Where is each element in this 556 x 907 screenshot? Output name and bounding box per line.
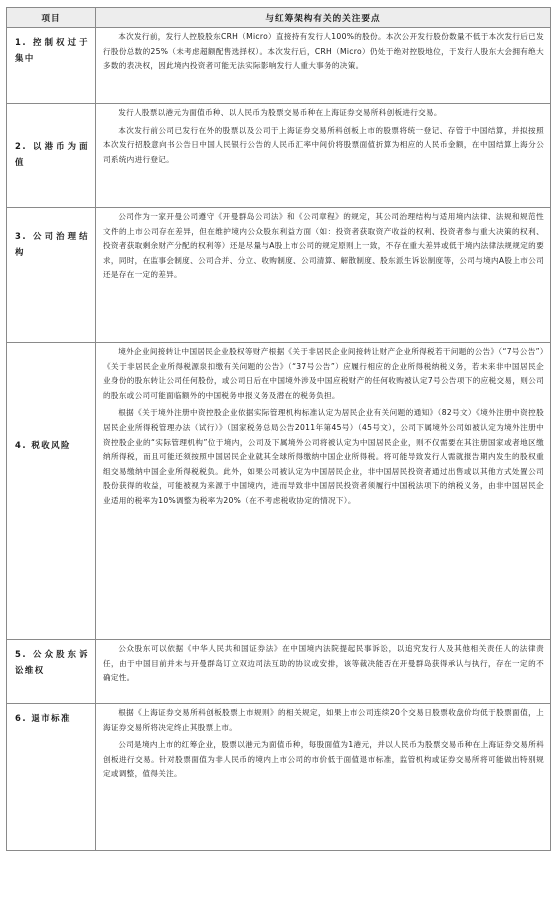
- row-label-delisting: 6. 退市标准: [7, 704, 96, 851]
- row-content-hkd-par: [96, 104, 551, 208]
- red-chip-risk-table: [6, 7, 551, 851]
- table-row: [7, 104, 551, 208]
- header-points: 与红筹架构有关的关注要点: [96, 8, 551, 28]
- header-item: 项目: [7, 8, 96, 28]
- row-label-tax: 4. 税收风险: [7, 343, 96, 640]
- paragraph: 发行人股票以港元为面值币种、以人民币为股票交易币种在上海证券交易所科创板进行交易。: [118, 108, 442, 117]
- row-label-litigation: 5. 公众股东诉讼维权: [7, 640, 96, 704]
- paragraph: 根据《关于境外注册中资控股企业依据实际管理机构标准认定为居民企业有关问题的通知》（82号文）《境外注册中资控股居民企业所得税管理办法（试行）》（国家税务总局公告2011年第45号）（45号文），公司下属境外公司如被认定为境外注册中资控股企业的“实际管理机构”位于境内，公司及下属境外公司将被认定为中国居民企业，则不仅需要在其注册国家或者地区缴纳所得税，而且可能还须按照中国居民企业就其全球所得缴纳中国企业所得税。将可能导致发行人需就报告期内发生的股权重组交易缴纳中国企业所得税税负。此外，如果公司被认定为中国居民企业，非中国居民投资者通过出售或以其他方式处置公司股份获得的收益，可能被视为来源于中国境内，进而导致非中国居民投资者须履行中国税法项下的纳税义务，由非中国居民企业适用的税率为10%调整为税率为20%（在不考虑税收协定的情况下）。: [103, 408, 544, 505]
- row-content-control: [96, 28, 551, 104]
- row-content-tax: [96, 343, 551, 640]
- paragraph: 本次发行前公司已发行在外的股票以及公司于上海证券交易所科创板上市的股票将统一登记、存管于中国结算，并拟按照本次发行招股意向书公告日中国人民银行公告的人民币汇率中间价将股票面值折算为相应的人民币金额，在中国结算上海分公司系统内进行登记。: [103, 125, 544, 164]
- paragraph: 公众股东可以依据《中华人民共和国证券法》在中国境内法院提起民事诉讼，以追究发行人及其他相关责任人的法律责任，由于中国目前并未与开曼群岛订立双边司法互助的协议或安排，该等裁决能否在开曼群岛获得承认与执行，存在一定的不确定性。: [103, 644, 544, 683]
- row-content-governance: [96, 208, 551, 343]
- paragraph: 公司是境内上市的红筹企业，股票以港元为面值币种，每股面值为1港元，并以人民币为股票交易币种在上海证券交易所科创板进行交易。针对股票面值为非人民币的境内上市公司的市价低于面值退市标准，监管机构或证券交易所将可能做出特别规定或调整，值得关注。: [103, 740, 544, 779]
- paragraph: 公司作为一家开曼公司遵守《开曼群岛公司法》和《公司章程》的规定，其公司治理结构与适用境内法律、法规和规范性文件的上市公司存在差异，但在维护境内公众股东利益方面（如：投资者获取资产收益的权利、投资者参与重大决策的权利、投资者获取剩余财产分配的权利等）还是尽量与A股上市公司的规定原则上一致，不存在重大差异或低于境内法律法规规定的要求，同时，在监事会制度、公司合并、分立、收购制度、公司清算、解散制度、股东派生诉讼制度等，公司与境内A股上市公司还是存在一定的差异。: [103, 212, 544, 280]
- table-row: [7, 704, 551, 851]
- row-content-delisting: [96, 704, 551, 851]
- table-header-row: [7, 8, 551, 28]
- row-label-governance: 3. 公司治理结构: [7, 208, 96, 343]
- paragraph: 本次发行前，发行人控股股东CRH（Micro）直接持有发行人100%的股份。本次公开发行股份数量不低于本次发行后已发行股份总数的25%（未考虑超额配售选择权）。本次发行后，CRH（Micro）仍处于绝对控股地位，于发行人股东大会拥有绝大多数的表决权，因此境内投资者可能无法实际影响发行人重大事务的决策。: [103, 32, 544, 71]
- risk-table-container: [6, 7, 550, 851]
- table-row: [7, 208, 551, 343]
- paragraph: 境外企业间接转让中国居民企业股权等财产根据《关于非居民企业间接转让财产企业所得税若干问题的公告》（“7号公告”）《关于非居民企业所得税源泉扣缴有关问题的公告》（“37号公告”）应履行相应的企业所得税纳税义务，若未来非中国居民企业身份的股东转让公司任何股份，或公司日后在中国境外涉及中国应税财产的任何收购被认定7号公告项下的应税交易，则公司的股东或公司可能面临额外的中国税务申报义务及潜在的税务负担。: [103, 347, 544, 400]
- row-label-hkd-par: 2. 以港币为面值: [7, 104, 96, 208]
- table-row: [7, 640, 551, 704]
- paragraph: 根据《上海证券交易所科创板股票上市规则》的相关规定，如果上市公司连续20个交易日股票收盘价均低于股票面值，上海证券交易所将决定终止其股票上市。: [103, 708, 544, 732]
- table-row: [7, 343, 551, 640]
- row-label-control: 1. 控制权过于集中: [7, 28, 96, 104]
- table-row: [7, 28, 551, 104]
- row-content-litigation: [96, 640, 551, 704]
